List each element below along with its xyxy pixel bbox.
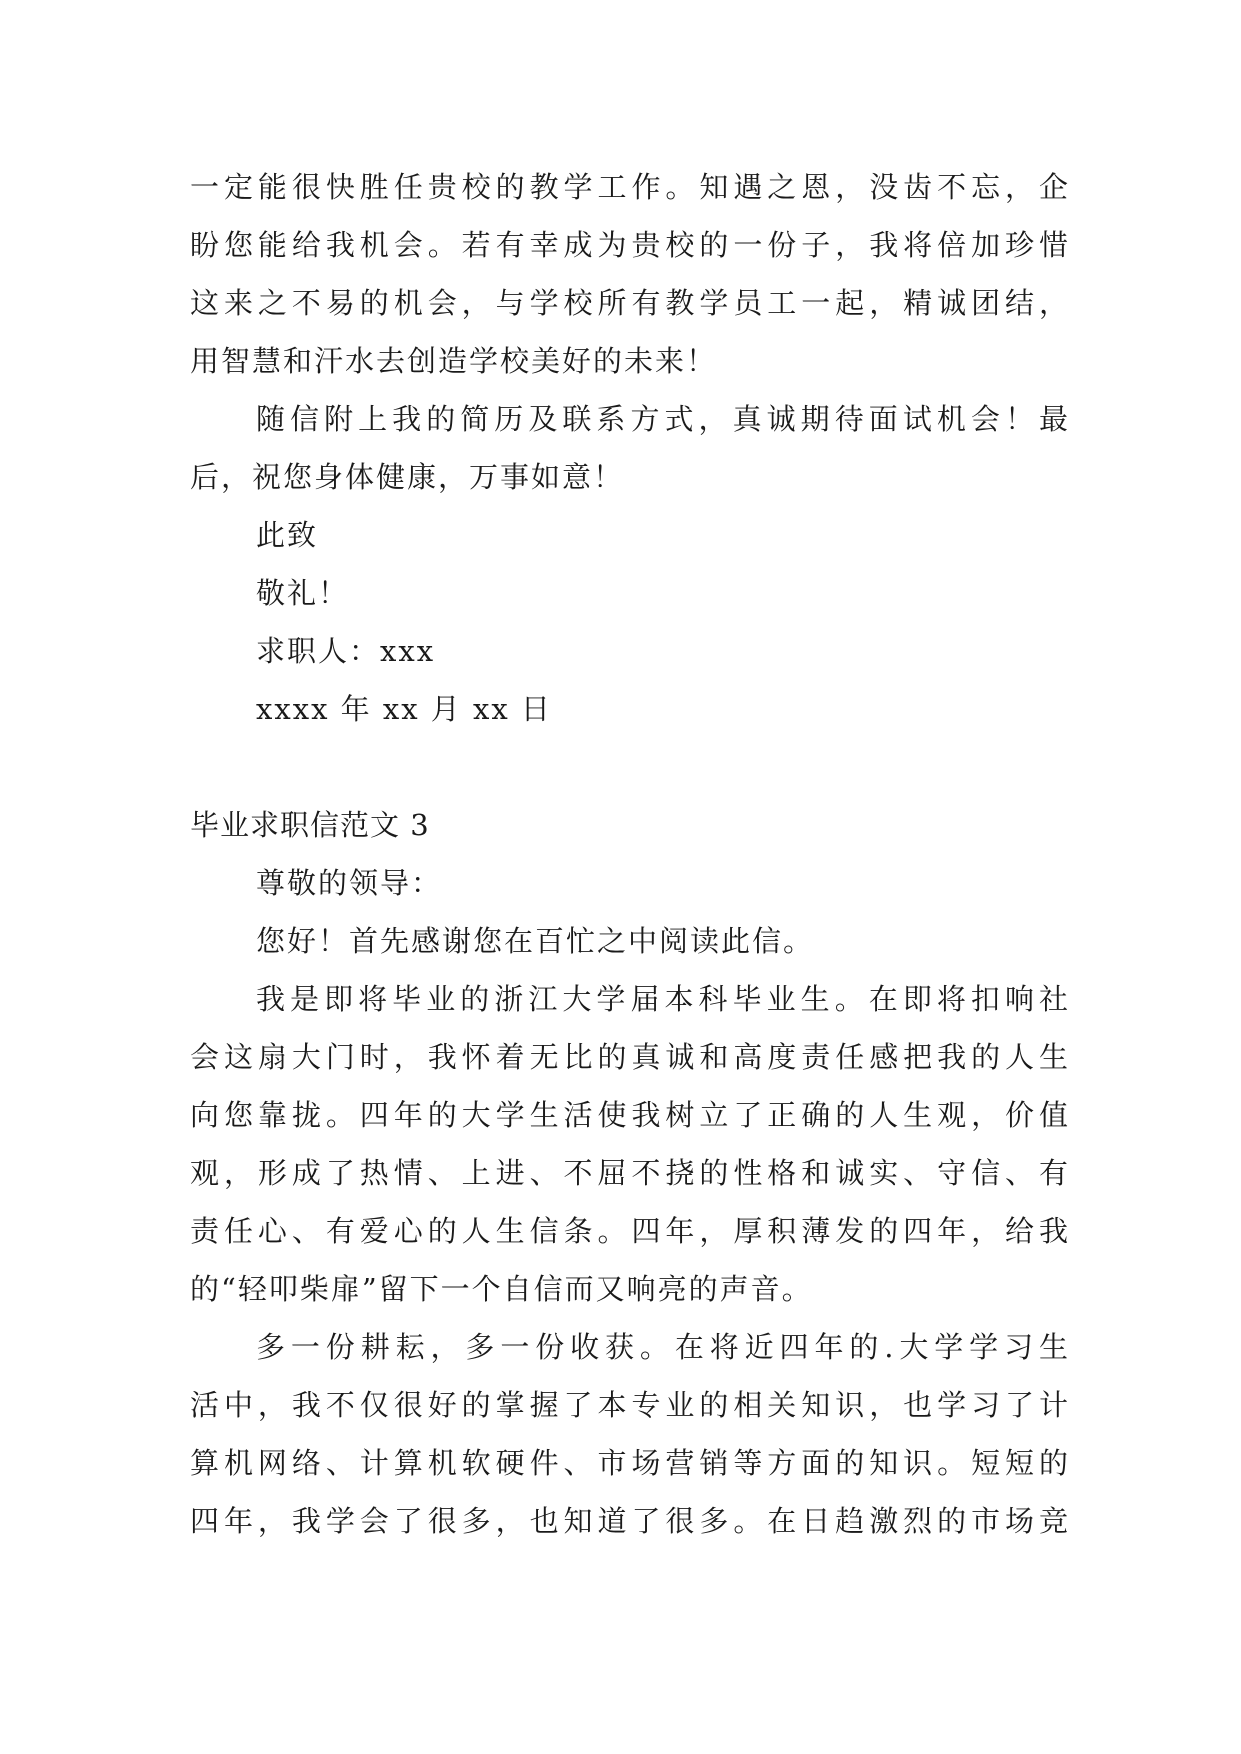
paragraph-study <box>190 1318 1070 1550</box>
paragraph-continuation <box>190 158 1070 390</box>
text-line: 向您靠拢。四年的大学生活使我树立了正确的人生观，价值 <box>190 1098 1070 1132</box>
text-line: 责任心、有爱心的人生信条。四年，厚积薄发的四年，给我 <box>190 1214 1070 1248</box>
text-line: 这来之不易的机会，与学校所有教学员工一起，精诚团结， <box>190 286 1070 320</box>
opening-line: 您好！首先感谢您在百忙之中阅读此信。 <box>256 924 815 958</box>
date-line: xxxx 年 xx 月 xx 日 <box>256 692 552 726</box>
salutation-line-1: 此致 <box>256 518 319 552</box>
paragraph-intro <box>190 970 1070 1318</box>
section-spacer <box>190 738 1070 796</box>
signature-line: 求职人：xxx <box>256 634 436 668</box>
text-line: 用智慧和汗水去创造学校美好的未来！ <box>190 344 718 378</box>
text-line: 的“轻叩柴扉”留下一个自信而又响亮的声音。 <box>190 1272 813 1306</box>
greeting-line: 尊敬的领导： <box>256 866 443 900</box>
text-line: 我是即将毕业的浙江大学届本科毕业生。在即将扣响社 <box>256 982 1070 1016</box>
text-line: 盼您能给我机会。若有幸成为贵校的一份子，我将倍加珍惜 <box>190 228 1070 262</box>
section-title: 毕业求职信范文 3 <box>190 808 430 842</box>
text-line: 观，形成了热情、上进、不屈不挠的性格和诚实、守信、有 <box>190 1156 1070 1190</box>
text-line: 会这扇大门时，我怀着无比的真诚和高度责任感把我的人生 <box>190 1040 1070 1074</box>
text-line: 随信附上我的简历及联系方式，真诚期待面试机会！最 <box>256 402 1070 436</box>
text-line: 多一份耕耘，多一份收获。在将近四年的.大学学习生 <box>256 1330 1070 1364</box>
text-line: 一定能很快胜任贵校的教学工作。知遇之恩，没齿不忘，企 <box>190 170 1070 204</box>
document-page <box>190 158 1070 1550</box>
text-line: 算机网络、计算机软硬件、市场营销等方面的知识。短短的 <box>190 1446 1070 1480</box>
text-line: 四年，我学会了很多，也知道了很多。在日趋激烈的市场竞 <box>190 1504 1070 1538</box>
salutation-line-2: 敬礼！ <box>256 576 350 610</box>
text-line: 后，祝您身体健康，万事如意！ <box>190 460 625 494</box>
paragraph-closing <box>190 390 1070 506</box>
text-line: 活中，我不仅很好的掌握了本专业的相关知识，也学习了计 <box>190 1388 1070 1422</box>
